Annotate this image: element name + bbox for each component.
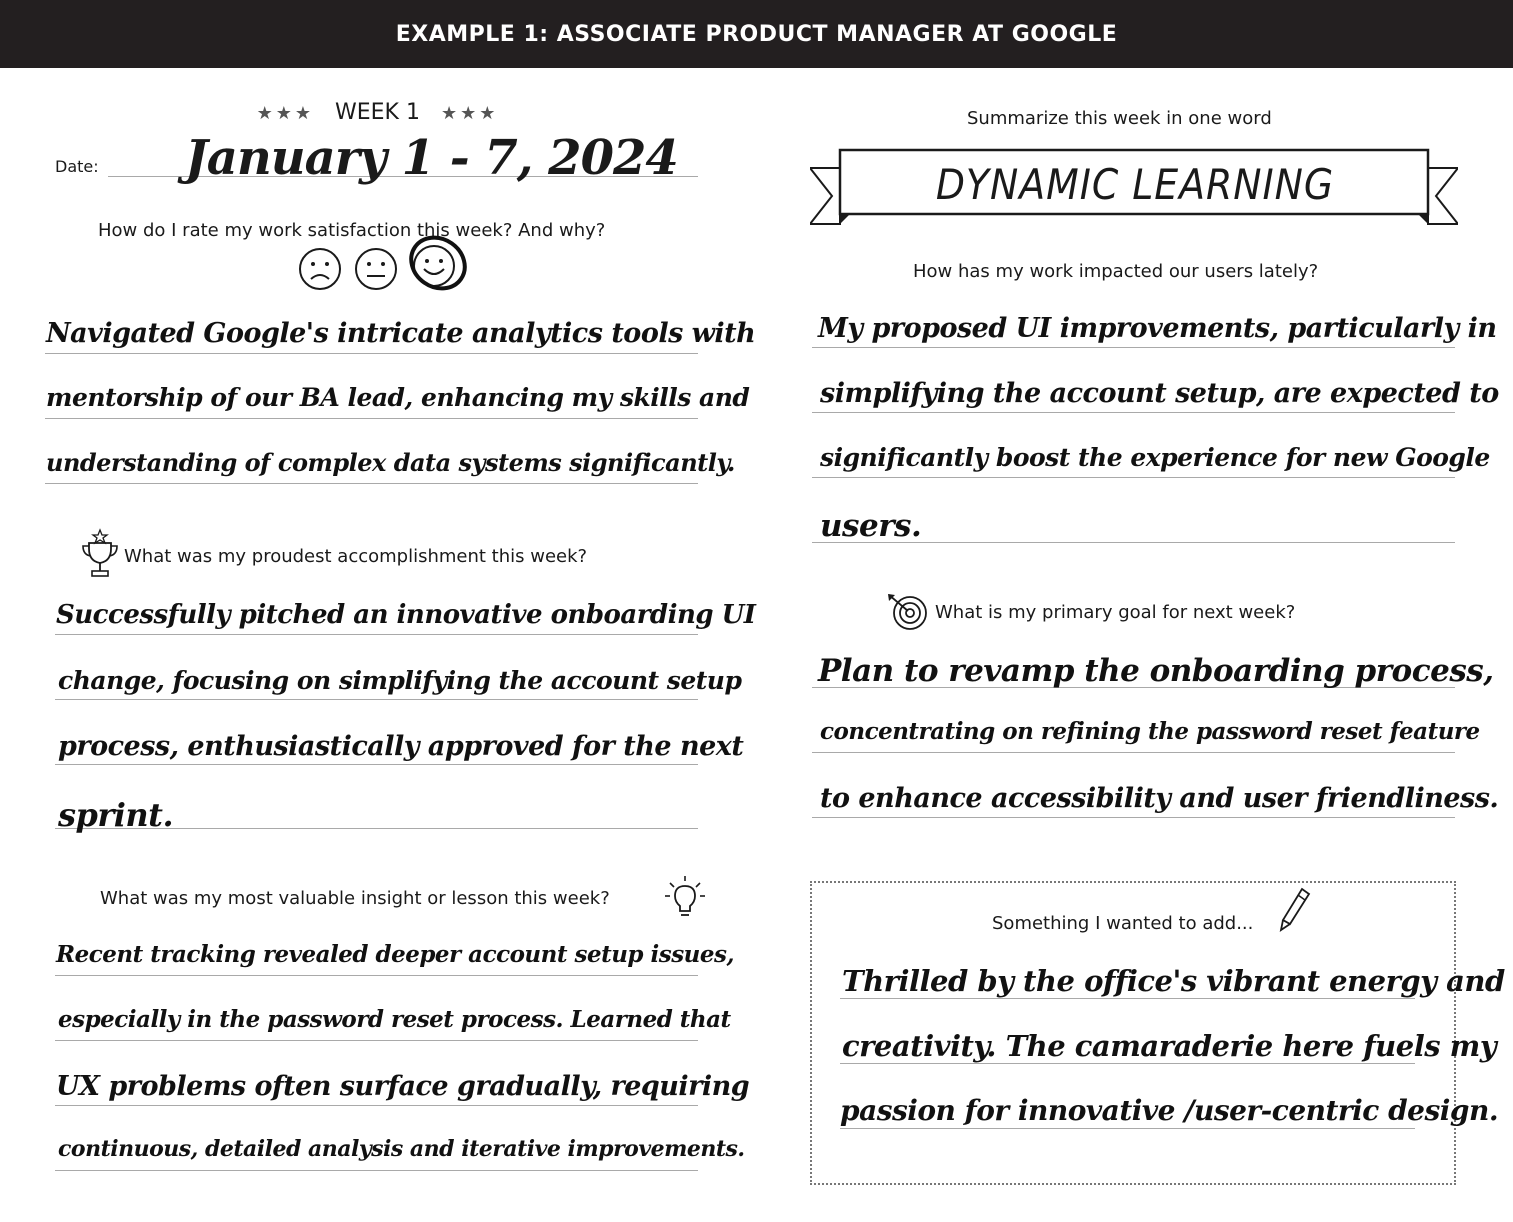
pen-icon bbox=[1278, 886, 1312, 934]
page-title: EXAMPLE 1: ASSOCIATE PRODUCT MANAGER AT GOOGLE bbox=[395, 21, 1118, 47]
extra-answer-line: creativity. The camaraderie here fuels my bbox=[842, 1029, 1497, 1063]
goal-answer-line: to enhance accessibility and user friendliness. bbox=[820, 783, 1499, 814]
answer-rule bbox=[55, 975, 698, 976]
answer-rule bbox=[840, 998, 1415, 999]
satisfaction-prompt: How do I rate my work satisfaction this week? And why? bbox=[98, 220, 606, 241]
answer-rule bbox=[55, 1170, 698, 1171]
date-label: Date: bbox=[55, 157, 99, 176]
satisfaction-answer-line: Navigated Google's intricate analytics tools with bbox=[46, 318, 756, 349]
answer-rule bbox=[812, 477, 1455, 478]
extra-answer-line: passion for innovative /user-centric design. bbox=[840, 1094, 1499, 1127]
answer-rule bbox=[812, 752, 1455, 753]
extra-prompt: Something I wanted to add... bbox=[992, 913, 1254, 934]
week-heading bbox=[245, 100, 510, 125]
proudest-answer-line: Successfully pitched an innovative onboarding UI bbox=[56, 600, 756, 630]
answer-rule bbox=[55, 699, 698, 700]
satisfaction-answer-line: understanding of complex data systems significantly. bbox=[46, 448, 735, 477]
insight-answer-line: continuous, detailed analysis and iterative improvements. bbox=[58, 1136, 745, 1162]
sad-face-icon[interactable] bbox=[296, 242, 348, 294]
satisfaction-answer-line: mentorship of our BA lead, enhancing my skills and bbox=[46, 383, 750, 412]
insight-prompt: What was my most valuable insight or lesson this week? bbox=[100, 888, 610, 909]
proudest-answer-line: change, focusing on simplifying the account setup bbox=[58, 666, 742, 695]
date-value: January 1 - 7, 2024 bbox=[185, 130, 678, 186]
lightbulb-icon bbox=[662, 874, 708, 920]
proudest-answer-line: process, enthusiastically approved for the next bbox=[58, 731, 744, 762]
neutral-face-icon[interactable] bbox=[352, 242, 404, 294]
insight-answer-line: UX problems often surface gradually, requiring bbox=[56, 1071, 750, 1102]
insight-answer-line: Recent tracking revealed deeper account setup issues, bbox=[56, 941, 734, 968]
answer-rule bbox=[55, 1105, 698, 1106]
goal-prompt: What is my primary goal for next week? bbox=[935, 602, 1296, 623]
week-label: WEEK 1 bbox=[335, 100, 420, 125]
impact-answer-line: My proposed UI improvements, particularly in bbox=[818, 313, 1497, 344]
impact-answer-line: simplifying the account setup, are expected to bbox=[820, 378, 1499, 409]
proudest-answer-line: sprint. bbox=[58, 796, 174, 834]
answer-rule bbox=[45, 353, 698, 354]
answer-rule bbox=[812, 347, 1455, 348]
answer-rule bbox=[55, 634, 698, 635]
page-header bbox=[0, 0, 1513, 68]
answer-rule bbox=[55, 764, 698, 765]
answer-rule bbox=[812, 412, 1455, 413]
answer-rule bbox=[840, 1063, 1415, 1064]
answer-rule bbox=[55, 1040, 698, 1041]
trophy-icon bbox=[80, 527, 120, 579]
insight-answer-line: especially in the password reset process. Learned that bbox=[58, 1006, 731, 1033]
extra-answer-line: Thrilled by the office's vibrant energy and bbox=[842, 964, 1505, 998]
answer-rule bbox=[840, 1128, 1415, 1129]
goal-answer-line: Plan to revamp the onboarding process, bbox=[818, 653, 1494, 689]
stars-left: ★★★ bbox=[256, 103, 314, 124]
impact-answer-line: significantly boost the experience for new Google bbox=[820, 443, 1490, 472]
answer-rule bbox=[45, 483, 698, 484]
goal-answer-line: concentrating on refining the password reset feature bbox=[820, 718, 1480, 745]
target-icon bbox=[886, 592, 930, 632]
summary-word: DYNAMIC LEARNING bbox=[935, 159, 1335, 209]
impact-prompt: How has my work impacted our users lately? bbox=[913, 261, 1319, 282]
happy-face-icon[interactable] bbox=[404, 226, 474, 296]
answer-rule bbox=[45, 418, 698, 419]
answer-rule bbox=[812, 817, 1455, 818]
proudest-prompt: What was my proudest accomplishment this week? bbox=[124, 546, 588, 567]
summary-prompt: Summarize this week in one word bbox=[967, 108, 1272, 129]
stars-right: ★★★ bbox=[440, 103, 499, 124]
impact-answer-line: users. bbox=[820, 508, 922, 544]
